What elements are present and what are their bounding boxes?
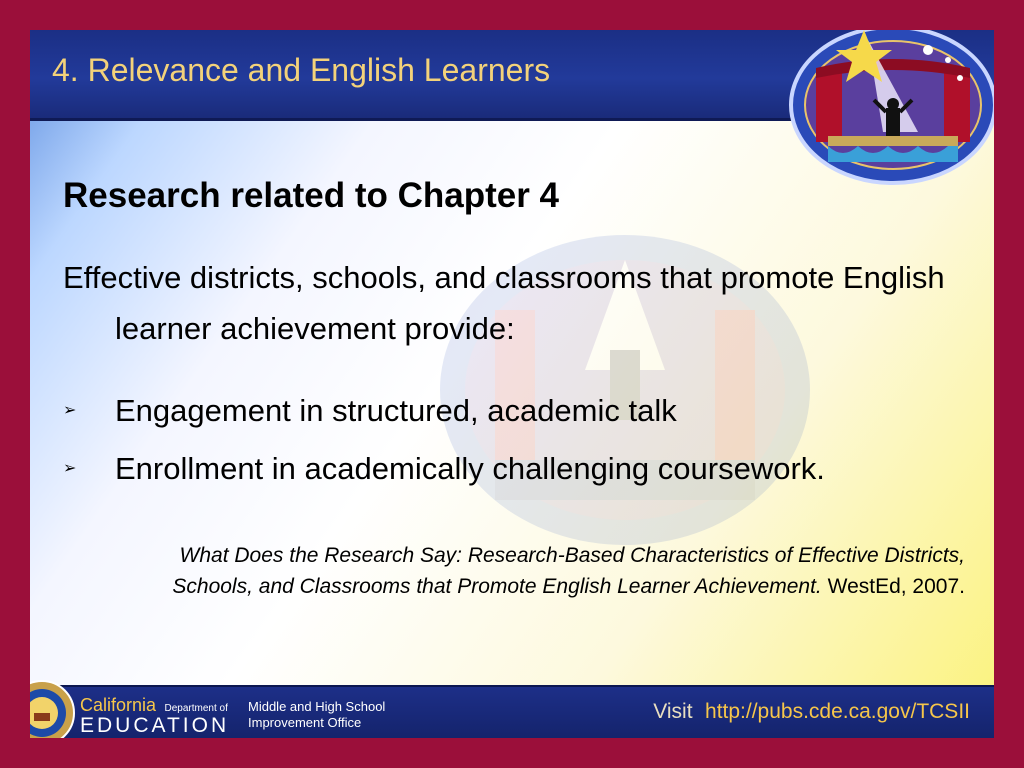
citation xyxy=(110,540,965,602)
section-heading: Research related to Chapter 4 xyxy=(63,176,560,215)
slide xyxy=(30,30,994,738)
bullet-text: Engagement in structured, academic talk xyxy=(115,393,677,428)
logo-department: Department of xyxy=(164,703,228,714)
footer-bar xyxy=(30,685,994,738)
arrow-bullet-icon: ➢ xyxy=(63,402,77,419)
list-item xyxy=(63,443,963,494)
citation-source: WestEd, 2007. xyxy=(827,575,965,598)
citation-title: What Does the Research Say: Research-Based Characteristics of Effective Districts, Schools, and Classrooms that Promote English Learner Achievement. xyxy=(172,544,965,598)
theater-stage-badge-icon xyxy=(788,30,994,185)
visit-url-link[interactable]: http://pubs.cde.ca.gov/TCSII xyxy=(705,700,970,723)
office-line-1: Middle and High School xyxy=(248,699,386,714)
cde-logo xyxy=(80,695,229,736)
office-line-2: Improvement Office xyxy=(248,715,362,730)
office-name xyxy=(248,699,385,731)
logo-education: EDUCATION xyxy=(80,714,230,737)
slide-title: 4. Relevance and English Learners xyxy=(52,52,551,88)
visit-label: Visit xyxy=(653,700,693,723)
department-seal-icon xyxy=(30,679,76,738)
intro-paragraph: Effective districts, schools, and classrooms that promote English learner achievement provide: xyxy=(63,260,945,346)
bullet-text: Enrollment in academically challenging coursework. xyxy=(115,451,825,486)
list-item xyxy=(63,385,963,436)
visit-link xyxy=(653,700,970,724)
logo-california: California xyxy=(80,695,157,715)
arrow-bullet-icon: ➢ xyxy=(63,460,77,477)
